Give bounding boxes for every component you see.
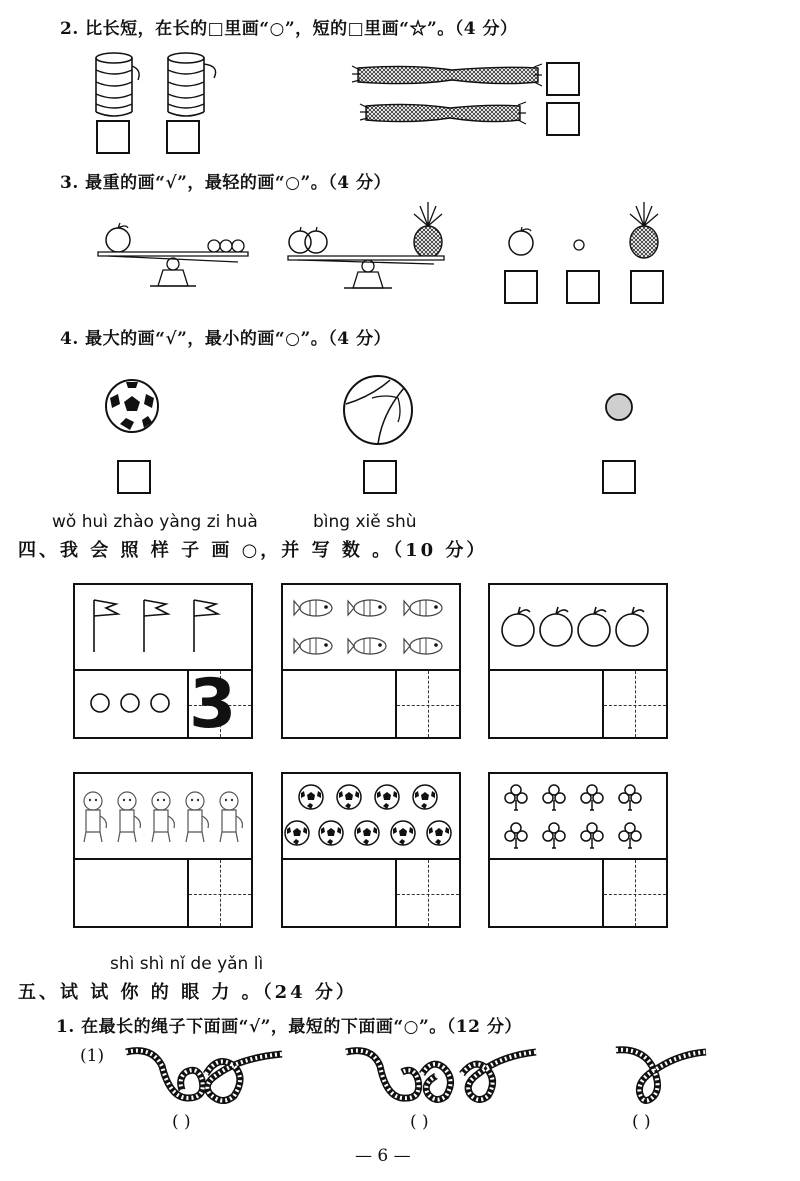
- panel-apples-number-box[interactable]: [602, 669, 668, 739]
- panel-apples-circles[interactable]: [488, 669, 604, 739]
- section-5-pinyin: shì shì nǐ de yǎn lì: [110, 954, 264, 974]
- balance-scale-2-image: [278, 200, 454, 292]
- panel-clovers-number-box[interactable]: [602, 858, 668, 928]
- section-5-title: 五、试 试 你 的 眼 力 。（24 分）: [18, 982, 357, 1003]
- section-4-pinyin-a: wǒ huì zhào yàng zi huà: [52, 512, 258, 532]
- answer-box-small-ball[interactable]: [602, 460, 636, 494]
- pineapple-image: [624, 200, 664, 260]
- question-3-text: 3. 最重的画“√”，最轻的画“○”。（4 分）: [60, 173, 392, 193]
- answer-box-scarf-2[interactable]: [546, 102, 580, 136]
- panel-fish-number-box[interactable]: [395, 669, 461, 739]
- answer-paren-rope-3[interactable]: ( ): [632, 1112, 651, 1132]
- scarf-2-image: [360, 100, 526, 126]
- panel-flags-number-box[interactable]: [187, 665, 253, 744]
- question-2-text: 2. 比长短，在长的□里画“○”，短的□里画“☆”。（4 分）: [60, 19, 518, 39]
- balance-scale-1-image: [88, 222, 258, 292]
- answer-box-apple[interactable]: [504, 270, 538, 304]
- scarf-1-image: [352, 62, 542, 88]
- section-4-title: 四、我 会 照 样 子 画 ○，并 写 数 。（10 分）: [18, 540, 488, 561]
- monkeys-image: [78, 790, 250, 846]
- spool-2-image: [164, 52, 220, 118]
- fish-image: [290, 592, 454, 664]
- flags-image: [88, 596, 238, 656]
- beach-ball-image: [342, 374, 414, 446]
- answer-paren-rope-1[interactable]: ( ): [172, 1112, 191, 1132]
- panel-balls-circles[interactable]: [281, 858, 397, 928]
- soccer-ball-image: [104, 378, 160, 434]
- answer-box-soccer-ball[interactable]: [117, 460, 151, 494]
- example-number: 3: [189, 665, 237, 744]
- panel-balls-number-box[interactable]: [395, 858, 461, 928]
- example-circles: [88, 690, 178, 716]
- rope-3-image: [614, 1044, 708, 1112]
- section-4-pinyin-b: bìng xiě shù: [313, 512, 417, 532]
- panel-monkeys-number-box[interactable]: [187, 858, 253, 928]
- rope-1-image: [122, 1044, 286, 1112]
- answer-paren-rope-2[interactable]: ( ): [410, 1112, 429, 1132]
- panel-monkeys-circles[interactable]: [73, 858, 189, 928]
- question-4-text: 4. 最大的画“√”，最小的画“○”。（4 分）: [60, 329, 392, 349]
- small-fruit-image: [572, 238, 586, 252]
- apples-image: [498, 604, 658, 648]
- sub-question-label: (1): [80, 1046, 105, 1066]
- answer-box-spool-2[interactable]: [166, 120, 200, 154]
- page-number: — 6 —: [355, 1146, 411, 1166]
- rope-2-image: [344, 1044, 538, 1112]
- section-5-q1-text: 1. 在最长的绳子下面画“√”，最短的下面画“○”。（12 分）: [56, 1017, 522, 1037]
- answer-box-small-fruit[interactable]: [566, 270, 600, 304]
- spool-1-image: [92, 52, 142, 118]
- panel-clovers-circles[interactable]: [488, 858, 604, 928]
- panel-fish-circles[interactable]: [281, 669, 397, 739]
- small-ball-image: [604, 392, 634, 422]
- answer-box-pineapple[interactable]: [630, 270, 664, 304]
- answer-box-scarf-1[interactable]: [546, 62, 580, 96]
- balls-image: [284, 782, 458, 854]
- apple-image: [506, 226, 536, 256]
- answer-box-beach-ball[interactable]: [363, 460, 397, 494]
- answer-box-spool-1[interactable]: [96, 120, 130, 154]
- clovers-image: [500, 782, 660, 852]
